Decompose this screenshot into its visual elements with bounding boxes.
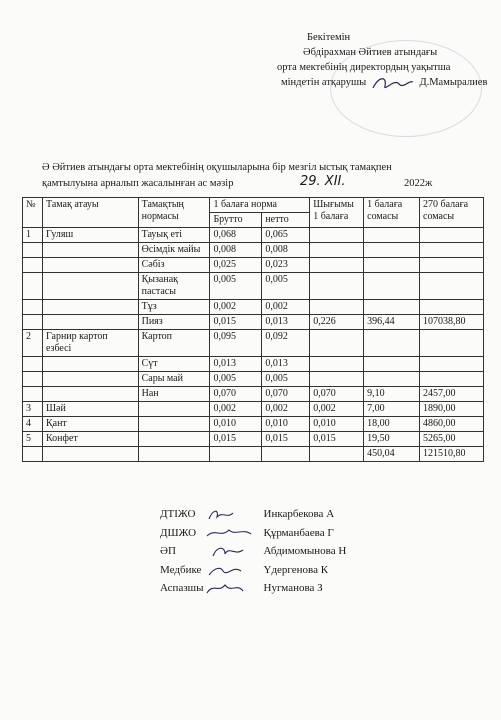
signature-name: Үдергенова К bbox=[263, 563, 329, 576]
table-cell: 0,015 bbox=[310, 432, 364, 447]
table-cell bbox=[310, 372, 364, 387]
table-cell bbox=[138, 432, 210, 447]
header-cost270: 270 балаға сомасы bbox=[420, 198, 484, 228]
approval-line: орта мектебінің директордың уақытша bbox=[277, 62, 451, 73]
handwritten-signature bbox=[203, 526, 261, 540]
table-cell: 0,015 bbox=[262, 432, 310, 447]
table-cell: 0,005 bbox=[262, 372, 310, 387]
table-cell: 0,013 bbox=[210, 357, 262, 372]
handwritten-signature bbox=[203, 507, 261, 521]
table-cell bbox=[364, 243, 420, 258]
table-cell: 2 bbox=[23, 330, 43, 357]
director-signature bbox=[369, 78, 417, 90]
table-cell: 0,008 bbox=[262, 243, 310, 258]
signature-row bbox=[160, 505, 346, 524]
table-cell bbox=[310, 243, 364, 258]
year-label: 2022ж bbox=[404, 178, 433, 189]
table-cell: Конфет bbox=[42, 432, 138, 447]
table-cell: 3 bbox=[23, 402, 43, 417]
handwritten-signature bbox=[203, 581, 261, 595]
table-row bbox=[23, 387, 484, 402]
table-cell bbox=[42, 372, 138, 387]
signature-name: Инкарбекова А bbox=[263, 508, 335, 520]
header-per-child: 1 балаға норма bbox=[210, 198, 310, 213]
title-line: Ә Әйтиев атындағы орта мектебінің оқушыларына бір мезгіл ыстық тамақпен bbox=[42, 162, 392, 173]
table-cell bbox=[23, 387, 43, 402]
table-cell: Сары май bbox=[138, 372, 210, 387]
table-cell bbox=[138, 447, 210, 462]
signature-role: ДТІЖО bbox=[160, 508, 196, 520]
header-norm: Тамақтың нормасы bbox=[138, 198, 210, 228]
table-cell: Қызанақ пастасы bbox=[138, 273, 210, 300]
table-cell: 0,010 bbox=[310, 417, 364, 432]
table-cell bbox=[420, 330, 484, 357]
table-cell: 5265,00 bbox=[420, 432, 484, 447]
table-cell: 0,010 bbox=[262, 417, 310, 432]
table-cell bbox=[42, 273, 138, 300]
table-cell: 0,008 bbox=[210, 243, 262, 258]
table-row bbox=[23, 447, 484, 462]
table-cell bbox=[420, 273, 484, 300]
approval-position: міндетін атқарушы bbox=[281, 77, 367, 88]
signature-name: Құрманбаева Г bbox=[263, 526, 334, 539]
header-num: № bbox=[23, 198, 43, 228]
table-cell: Қант bbox=[42, 417, 138, 432]
table-row bbox=[23, 228, 484, 243]
signature-row bbox=[160, 579, 346, 598]
table-cell: Нан bbox=[138, 387, 210, 402]
table-cell bbox=[23, 258, 43, 273]
signature-role: ДШЖО bbox=[160, 526, 197, 539]
table-cell bbox=[138, 417, 210, 432]
signature-role: Аспазшы bbox=[160, 582, 204, 594]
table-cell bbox=[23, 357, 43, 372]
document-title bbox=[42, 160, 482, 192]
table-cell: 18,00 bbox=[364, 417, 420, 432]
table-cell: Картоп bbox=[138, 330, 210, 357]
table-cell: 0,002 bbox=[210, 402, 262, 417]
table-cell: 0,095 bbox=[210, 330, 262, 357]
table-cell: 2457,00 bbox=[420, 387, 484, 402]
signature-row bbox=[160, 542, 346, 561]
table-row bbox=[23, 330, 484, 357]
table-row bbox=[23, 243, 484, 258]
table-cell: 0,013 bbox=[262, 357, 310, 372]
table-cell: 0,002 bbox=[310, 402, 364, 417]
table-cell: Сәбіз bbox=[138, 258, 210, 273]
table-cell: 396,44 bbox=[364, 315, 420, 330]
table-cell: 0,065 bbox=[262, 228, 310, 243]
table-cell: Тауық еті bbox=[138, 228, 210, 243]
table-cell: 0,002 bbox=[210, 300, 262, 315]
signature-name: Абдимомынова Н bbox=[263, 545, 347, 557]
table-cell bbox=[364, 330, 420, 357]
table-cell bbox=[23, 300, 43, 315]
table-cell: 0,002 bbox=[262, 402, 310, 417]
table-cell: 0,023 bbox=[262, 258, 310, 273]
table-cell: 121510,80 bbox=[420, 447, 484, 462]
table-cell: 0,013 bbox=[262, 315, 310, 330]
handwritten-signature bbox=[203, 563, 261, 577]
table-cell: 0,005 bbox=[262, 273, 310, 300]
table-cell: 9,10 bbox=[364, 387, 420, 402]
table-cell bbox=[420, 258, 484, 273]
signature-row bbox=[160, 524, 346, 543]
table-cell bbox=[42, 447, 138, 462]
table-cell: 107038,80 bbox=[420, 315, 484, 330]
table-cell bbox=[364, 357, 420, 372]
table-cell bbox=[42, 300, 138, 315]
title-line: қамтылуына арналып жасалынған ас мәзір bbox=[42, 178, 234, 189]
header-dish: Тамақ атауы bbox=[42, 198, 138, 228]
table-cell: 0,070 bbox=[310, 387, 364, 402]
table-cell bbox=[23, 243, 43, 258]
table-cell bbox=[420, 228, 484, 243]
table-row bbox=[23, 357, 484, 372]
table-cell: Пияз bbox=[138, 315, 210, 330]
table-cell bbox=[23, 315, 43, 330]
table-cell bbox=[420, 357, 484, 372]
header-cost1: 1 балаға сомасы bbox=[364, 198, 420, 228]
menu-table bbox=[22, 197, 484, 462]
table-cell: 0,005 bbox=[210, 372, 262, 387]
table-cell: 0,070 bbox=[210, 387, 262, 402]
table-cell: 0,010 bbox=[210, 417, 262, 432]
table-cell bbox=[364, 273, 420, 300]
table-cell bbox=[210, 447, 262, 462]
signatures-block bbox=[160, 505, 346, 598]
table-cell bbox=[23, 372, 43, 387]
table-cell bbox=[310, 330, 364, 357]
signature-role: ӘП bbox=[160, 545, 176, 557]
signature-row bbox=[160, 561, 346, 580]
table-cell: 5 bbox=[23, 432, 43, 447]
table-cell bbox=[310, 258, 364, 273]
table-cell bbox=[364, 258, 420, 273]
table-cell bbox=[310, 273, 364, 300]
table-row bbox=[23, 432, 484, 447]
table-cell bbox=[42, 243, 138, 258]
table-cell bbox=[420, 300, 484, 315]
table-cell: Гарнир картоп езбесі bbox=[42, 330, 138, 357]
table-cell bbox=[364, 300, 420, 315]
table-cell: Сүт bbox=[138, 357, 210, 372]
table-cell: 0,015 bbox=[210, 432, 262, 447]
table-cell: 0,002 bbox=[262, 300, 310, 315]
table-cell: 0,005 bbox=[210, 273, 262, 300]
table-cell bbox=[42, 315, 138, 330]
table-cell bbox=[23, 273, 43, 300]
approval-line bbox=[255, 75, 495, 90]
table-cell: 0,070 bbox=[262, 387, 310, 402]
table-cell bbox=[310, 300, 364, 315]
table-cell: 0,068 bbox=[210, 228, 262, 243]
director-name: Д.Мамыралиев bbox=[419, 77, 488, 88]
table-row bbox=[23, 273, 484, 300]
table-cell bbox=[138, 402, 210, 417]
header-yield: Шығымы 1 балаға bbox=[310, 198, 364, 228]
table-cell bbox=[23, 447, 43, 462]
table-cell: Гуляш bbox=[42, 228, 138, 243]
table-cell: 4860,00 bbox=[420, 417, 484, 432]
table-row bbox=[23, 315, 484, 330]
table-cell bbox=[310, 447, 364, 462]
table-cell: 0,025 bbox=[210, 258, 262, 273]
table-cell: 0,092 bbox=[262, 330, 310, 357]
table-row bbox=[23, 300, 484, 315]
table-row bbox=[23, 258, 484, 273]
header-netto: нетто bbox=[262, 213, 310, 228]
approval-block bbox=[255, 30, 495, 90]
table-cell bbox=[364, 228, 420, 243]
table-cell: 450,04 bbox=[364, 447, 420, 462]
signature-role: Медбике bbox=[160, 563, 202, 576]
table-cell bbox=[364, 372, 420, 387]
table-row bbox=[23, 417, 484, 432]
header-brutto: Брутто bbox=[210, 213, 262, 228]
signature-name: Нугманова З bbox=[263, 582, 323, 594]
table-cell: 0,015 bbox=[210, 315, 262, 330]
table-cell: 19,50 bbox=[364, 432, 420, 447]
table-cell: Өсімдік майы bbox=[138, 243, 210, 258]
table-cell bbox=[42, 387, 138, 402]
table-cell bbox=[420, 243, 484, 258]
table-cell: 1890,00 bbox=[420, 402, 484, 417]
table-row bbox=[23, 372, 484, 387]
table-cell bbox=[42, 357, 138, 372]
table-cell: 7,00 bbox=[364, 402, 420, 417]
approval-line: Бекітемін bbox=[307, 32, 351, 43]
table-row bbox=[23, 402, 484, 417]
table-cell bbox=[310, 228, 364, 243]
table-cell: Шәй bbox=[42, 402, 138, 417]
handwritten-signature bbox=[203, 544, 261, 558]
table-cell bbox=[310, 357, 364, 372]
handwritten-date: 29. XII. bbox=[300, 174, 346, 189]
table-cell: 1 bbox=[23, 228, 43, 243]
table-cell bbox=[42, 258, 138, 273]
table-cell: Тұз bbox=[138, 300, 210, 315]
approval-line: Әбдірахман Әйтиев атындағы bbox=[303, 47, 438, 58]
table-cell: 0,226 bbox=[310, 315, 364, 330]
table-cell bbox=[262, 447, 310, 462]
table-cell bbox=[420, 372, 484, 387]
table-cell: 4 bbox=[23, 417, 43, 432]
